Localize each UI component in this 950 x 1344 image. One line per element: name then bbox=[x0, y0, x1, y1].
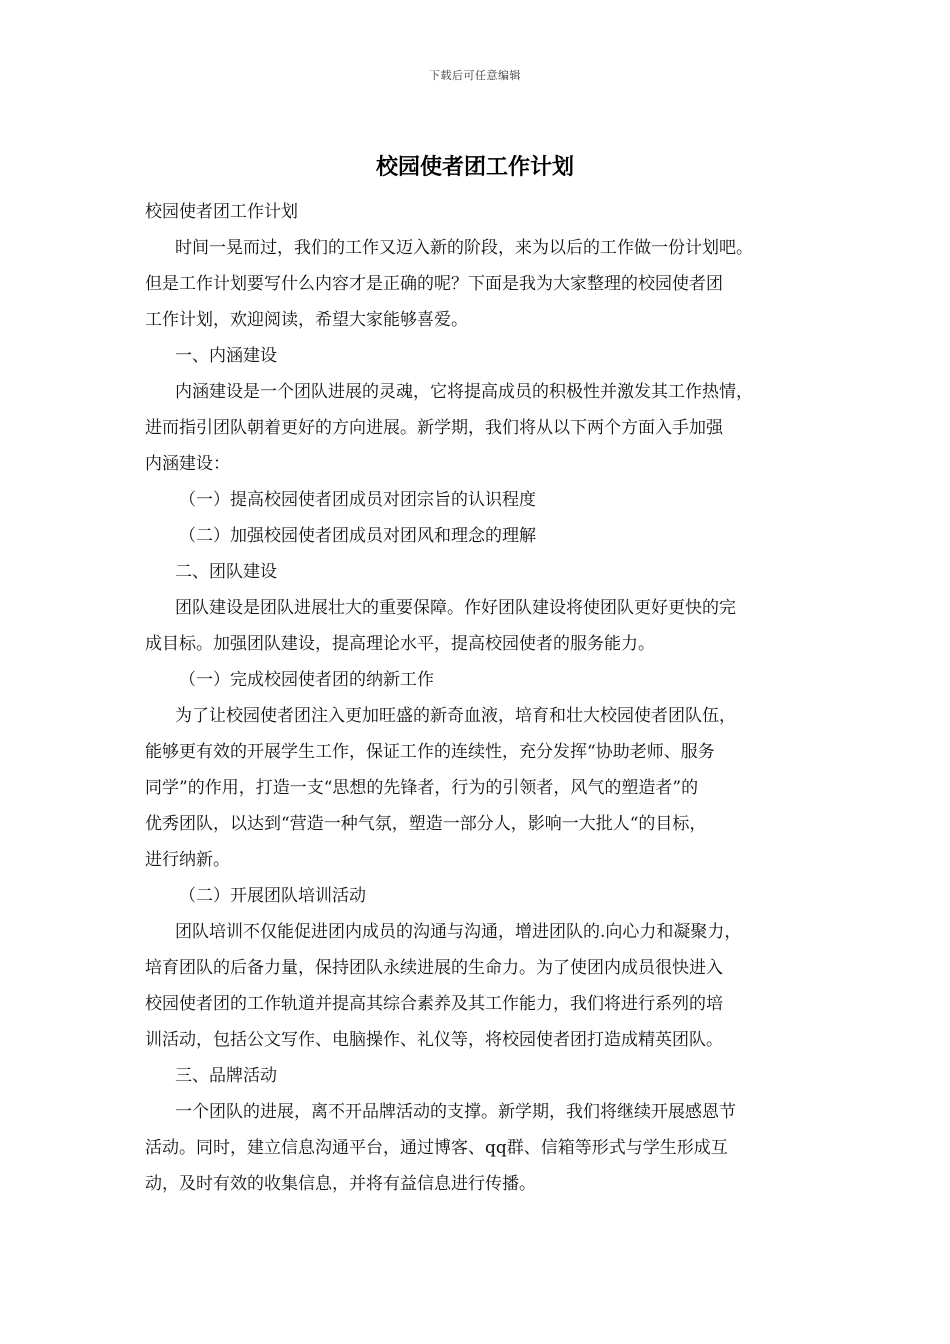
text-line: 进行纳新。 bbox=[145, 850, 230, 870]
text-line: 优秀团队，以达到“营造一种气氛，塑造一部分人，影响一大批人“的目标， bbox=[145, 814, 707, 834]
text-line: 工作计划，欢迎阅读，希望大家能够喜爱。 bbox=[145, 310, 468, 330]
header-note: 下载后可任意编辑 bbox=[429, 69, 521, 82]
text-line: 一、内涵建设 bbox=[175, 346, 277, 366]
text-line: 活动。同时，建立信息沟通平台，通过博客、qq群、信箱等形式与学生形成互 bbox=[145, 1138, 728, 1158]
text-line: 时间一晃而过，我们的工作又迈入新的阶段，来为以后的工作做一份计划吧。 bbox=[175, 238, 753, 258]
text-line: 内涵建设是一个团队进展的灵魂，它将提高成员的积极性并激发其工作热情， bbox=[175, 382, 753, 402]
text-line: 进而指引团队朝着更好的方向进展。新学期，我们将从以下两个方面入手加强 bbox=[145, 418, 723, 438]
text-line: 培育团队的后备力量，保持团队永续进展的生命力。为了使团内成员很快进入 bbox=[145, 958, 723, 978]
text-line: 能够更有效的开展学生工作，保证工作的连续性，充分发挥“协助老师、服务 bbox=[145, 742, 715, 762]
text-line: 同学”的作用，打造一支“思想的先锋者，行为的引领者，风气的塑造者”的 bbox=[145, 778, 699, 798]
text-line: 但是工作计划要写什么内容才是正确的呢？下面是我为大家整理的校园使者团 bbox=[145, 274, 723, 294]
text-line: （二）开展团队培训活动 bbox=[179, 886, 366, 906]
text-line: 为了让校园使者团注入更加旺盛的新奇血液，培育和壮大校园使者团队伍， bbox=[175, 706, 736, 726]
text-line: 校园使者团的工作轨道并提高其综合素养及其工作能力，我们将进行系列的培 bbox=[145, 994, 723, 1014]
text-line: 一个团队的进展，离不开品牌活动的支撑。新学期，我们将继续开展感恩节 bbox=[175, 1102, 736, 1122]
text-line: （一）提高校园使者团成员对团宗旨的认识程度 bbox=[179, 490, 536, 510]
text-line: 三、品牌活动 bbox=[175, 1066, 277, 1086]
text-line: 校园使者团工作计划 bbox=[145, 202, 298, 222]
text-line: 动，及时有效的收集信息，并将有益信息进行传播。 bbox=[145, 1174, 536, 1194]
text-line: 成目标。加强团队建设，提高理论水平，提高校园使者的服务能力。 bbox=[145, 634, 655, 654]
text-line: 内涵建设： bbox=[145, 454, 230, 474]
text-line: （一）完成校园使者团的纳新工作 bbox=[179, 670, 434, 690]
document-title: 校园使者团工作计划 bbox=[375, 155, 574, 180]
document-body bbox=[145, 194, 810, 1202]
text-line: 训活动，包括公文写作、电脑操作、礼仪等，将校园使者团打造成精英团队。 bbox=[145, 1030, 723, 1050]
text-line: 二、团队建设 bbox=[175, 562, 277, 582]
text-line: 团队培训不仅能促进团内成员的沟通与沟通，增进团队的.向心力和凝聚力， bbox=[175, 922, 742, 942]
text-line: 团队建设是团队进展壮大的重要保障。作好团队建设将使团队更好更快的完 bbox=[175, 598, 736, 618]
text-line: （二）加强校园使者团成员对团风和理念的理解 bbox=[179, 526, 536, 546]
